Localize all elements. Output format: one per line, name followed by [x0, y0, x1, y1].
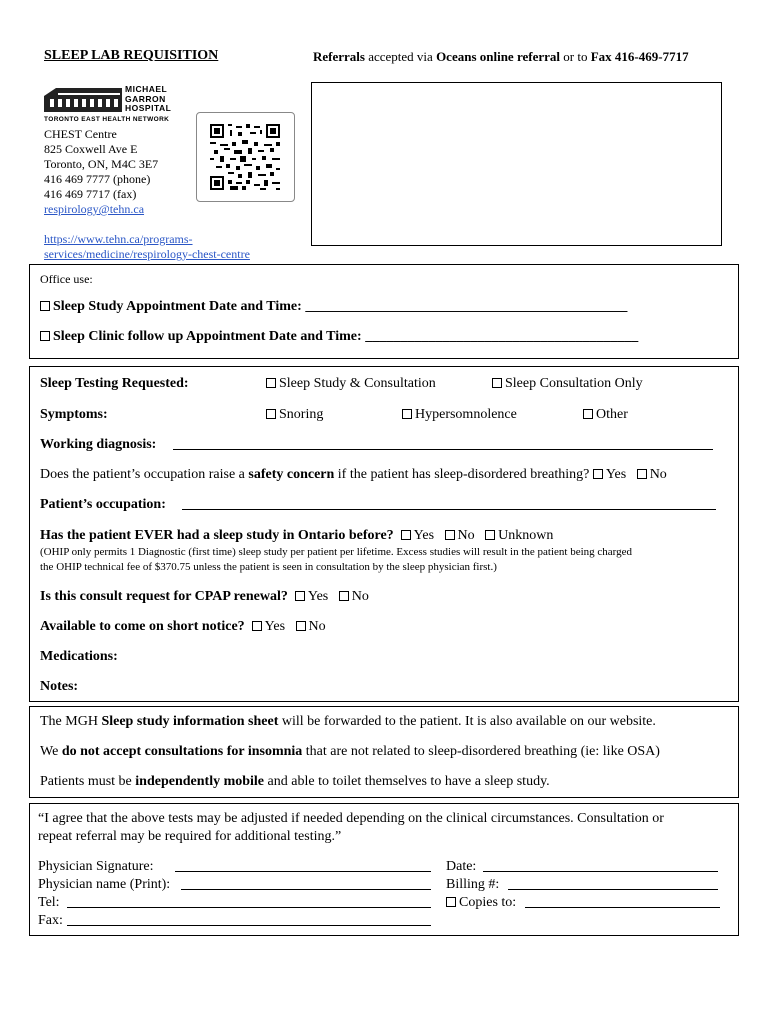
logo-line-3: HOSPITAL	[125, 103, 172, 113]
short-notice-yes-checkbox[interactable]	[252, 621, 262, 631]
hospital-building-icon	[44, 84, 122, 112]
safety-post: if the patient has sleep-disordered breathing?	[334, 467, 593, 482]
prior-study-no-checkbox[interactable]	[445, 530, 455, 540]
hypersomnolence-checkbox[interactable]	[402, 409, 412, 419]
working-diagnosis-input[interactable]	[173, 449, 713, 450]
agreement-line-1: “I agree that the above tests may be adjusted if needed depending on the clinical circumstances. Consultation or	[38, 811, 664, 826]
followup-blank: _______________________________________	[365, 329, 639, 344]
date-input[interactable]	[483, 871, 718, 872]
address-fax: 416 469 7717 (fax)	[44, 187, 137, 201]
ohip-note-line-2: the OHIP technical fee of $370.75 unless the patient is seen in consultation by the sleep physician first.)	[40, 561, 497, 573]
patient-label-box[interactable]	[311, 82, 722, 246]
office-use-label: Office use:	[40, 272, 93, 286]
prior-study-unknown-checkbox[interactable]	[485, 530, 495, 540]
occupation-label: Patient’s occupation:	[40, 497, 166, 512]
followup-label: Sleep Clinic follow up Appointment Date and Time:	[53, 329, 366, 344]
copies-to-input[interactable]	[525, 907, 720, 908]
cpap-renewal-question	[40, 589, 369, 605]
agreement-line-2: repeat referral may be required for additional testing.”	[38, 829, 342, 844]
physician-signature-label: Physician Signature:	[38, 859, 154, 874]
hospital-logo-text	[125, 85, 171, 114]
medications-label: Medications:	[40, 649, 118, 664]
date-label: Date:	[446, 859, 477, 874]
safety-yes-label: Yes	[605, 467, 627, 482]
snoring-checkbox[interactable]	[266, 409, 276, 419]
logo-network: TORONTO EAST HEALTH NETWORK	[44, 116, 170, 123]
consultation-only-checkbox[interactable]	[492, 378, 502, 388]
referral-note	[313, 49, 689, 64]
referral-prefix: Referrals	[313, 49, 365, 64]
short-notice-no-checkbox[interactable]	[296, 621, 306, 631]
short-notice-label: Available to come on short notice?	[40, 619, 245, 634]
tel-input[interactable]	[67, 907, 431, 908]
address-block	[44, 127, 158, 217]
website-link-line-2[interactable]: services/medicine/respirology-chest-centre	[44, 247, 250, 261]
option-hypersomnolence[interactable]	[402, 407, 517, 423]
referral-or: or to	[560, 49, 591, 64]
working-diagnosis-label: Working diagnosis:	[40, 437, 157, 452]
billing-label: Billing #:	[446, 877, 500, 892]
safety-no-checkbox[interactable]	[637, 469, 647, 479]
sleep-study-consultation-label: Sleep Study & Consultation	[279, 376, 436, 391]
safety-yes-checkbox[interactable]	[593, 469, 603, 479]
safety-concern-question	[40, 467, 667, 483]
qr-code-icon	[210, 124, 280, 190]
physician-signature-input[interactable]	[175, 871, 431, 872]
address-line-2: 825 Coxwell Ave E	[44, 142, 138, 156]
short-notice-yes-label: Yes	[264, 619, 286, 634]
info-2-post: that are not related to sleep-disordered breathing (ie: like OSA)	[302, 744, 660, 759]
prior-study-unknown-label: Unknown	[498, 528, 554, 543]
physician-name-input[interactable]	[181, 889, 431, 890]
sleep-study-consultation-checkbox[interactable]	[266, 378, 276, 388]
tel-label: Tel:	[38, 895, 60, 910]
info-line-2	[40, 744, 660, 760]
other-checkbox[interactable]	[583, 409, 593, 419]
copies-to-checkbox[interactable]	[446, 897, 456, 907]
fax-label: Fax:	[38, 913, 63, 928]
snoring-label: Snoring	[279, 407, 324, 422]
safety-bold: safety concern	[248, 467, 335, 482]
safety-pre: Does the patient’s occupation raise a	[40, 467, 249, 482]
info-1-pre: The MGH	[40, 714, 102, 729]
info-1-bold: Sleep study information sheet	[101, 714, 279, 729]
option-sleep-study-consultation[interactable]	[266, 376, 436, 392]
appointment-label: Sleep Study Appointment Date and Time:	[53, 299, 306, 314]
symptoms-label: Symptoms:	[40, 407, 108, 422]
hypersomnolence-label: Hypersomnolence	[415, 407, 517, 422]
occupation-input[interactable]	[182, 509, 716, 510]
option-other[interactable]	[583, 407, 628, 423]
physician-name-label: Physician name (Print):	[38, 877, 171, 892]
short-notice-no-label: No	[308, 619, 326, 634]
logo-line-2: GARRON	[125, 93, 166, 104]
billing-input[interactable]	[508, 889, 718, 890]
email-link[interactable]: respirology@tehn.ca	[44, 202, 145, 216]
info-3-post: and able to toilet themselves to have a sleep study.	[264, 774, 550, 789]
sleep-study-appointment-field[interactable]	[40, 299, 627, 315]
page-title: SLEEP LAB REQUISITION	[44, 48, 219, 63]
copies-to-field	[446, 895, 516, 911]
option-consultation-only[interactable]	[492, 376, 643, 392]
ohip-note-line-1: (OHIP only permits 1 Diagnostic (first time) sleep study per patient per lifetime. Excess studies will result in the patient being charged	[40, 546, 633, 558]
address-line-3: Toronto, ON, M4C 3E7	[44, 157, 159, 171]
info-2-pre: We	[40, 744, 62, 759]
info-line-1	[40, 714, 656, 730]
followup-checkbox[interactable]	[40, 331, 50, 341]
info-3-bold: independently mobile	[135, 774, 265, 789]
address-line-1: CHEST Centre	[44, 127, 117, 141]
prior-study-question	[40, 528, 553, 544]
info-3-pre: Patients must be	[40, 774, 136, 789]
qr-code-frame	[196, 112, 295, 202]
cpap-yes-checkbox[interactable]	[295, 591, 305, 601]
website-link[interactable]	[44, 232, 250, 262]
option-snoring[interactable]	[266, 407, 323, 423]
other-label: Other	[596, 407, 628, 422]
consultation-only-label: Sleep Consultation Only	[505, 376, 643, 391]
referral-fax: Fax 416-469-7717	[590, 49, 689, 64]
copies-to-label: Copies to:	[459, 895, 517, 910]
clinic-followup-field[interactable]	[40, 329, 638, 345]
info-1-post: will be forwarded to the patient. It is also available on our website.	[278, 714, 656, 729]
notes-label: Notes:	[40, 679, 79, 694]
cpap-no-checkbox[interactable]	[339, 591, 349, 601]
prior-study-yes-label: Yes	[413, 528, 435, 543]
prior-study-no-label: No	[457, 528, 475, 543]
prior-study-label: Has the patient EVER had a sleep study in Ontario before?	[40, 528, 394, 543]
fax-input[interactable]	[67, 925, 431, 926]
address-phone: 416 469 7777 (phone)	[44, 172, 151, 186]
prior-study-yes-checkbox[interactable]	[401, 530, 411, 540]
info-2-bold: do not accept consultations for insomnia	[61, 744, 303, 759]
info-line-3	[40, 774, 550, 790]
safety-no-label: No	[649, 467, 667, 482]
website-link-line-1[interactable]: https://www.tehn.ca/programs-	[44, 232, 193, 246]
cpap-label: Is this consult request for CPAP renewal?	[40, 589, 288, 604]
logo-line-1: MICHAEL	[125, 84, 168, 94]
testing-label: Sleep Testing Requested:	[40, 376, 189, 391]
referral-mid: accepted via	[364, 49, 437, 64]
short-notice-question	[40, 619, 326, 635]
appointment-blank: ______________________________________________	[305, 299, 628, 314]
cpap-no-label: No	[351, 589, 369, 604]
cpap-yes-label: Yes	[307, 589, 329, 604]
referral-oceans: Oceans online referral	[436, 49, 561, 64]
appointment-checkbox[interactable]	[40, 301, 50, 311]
